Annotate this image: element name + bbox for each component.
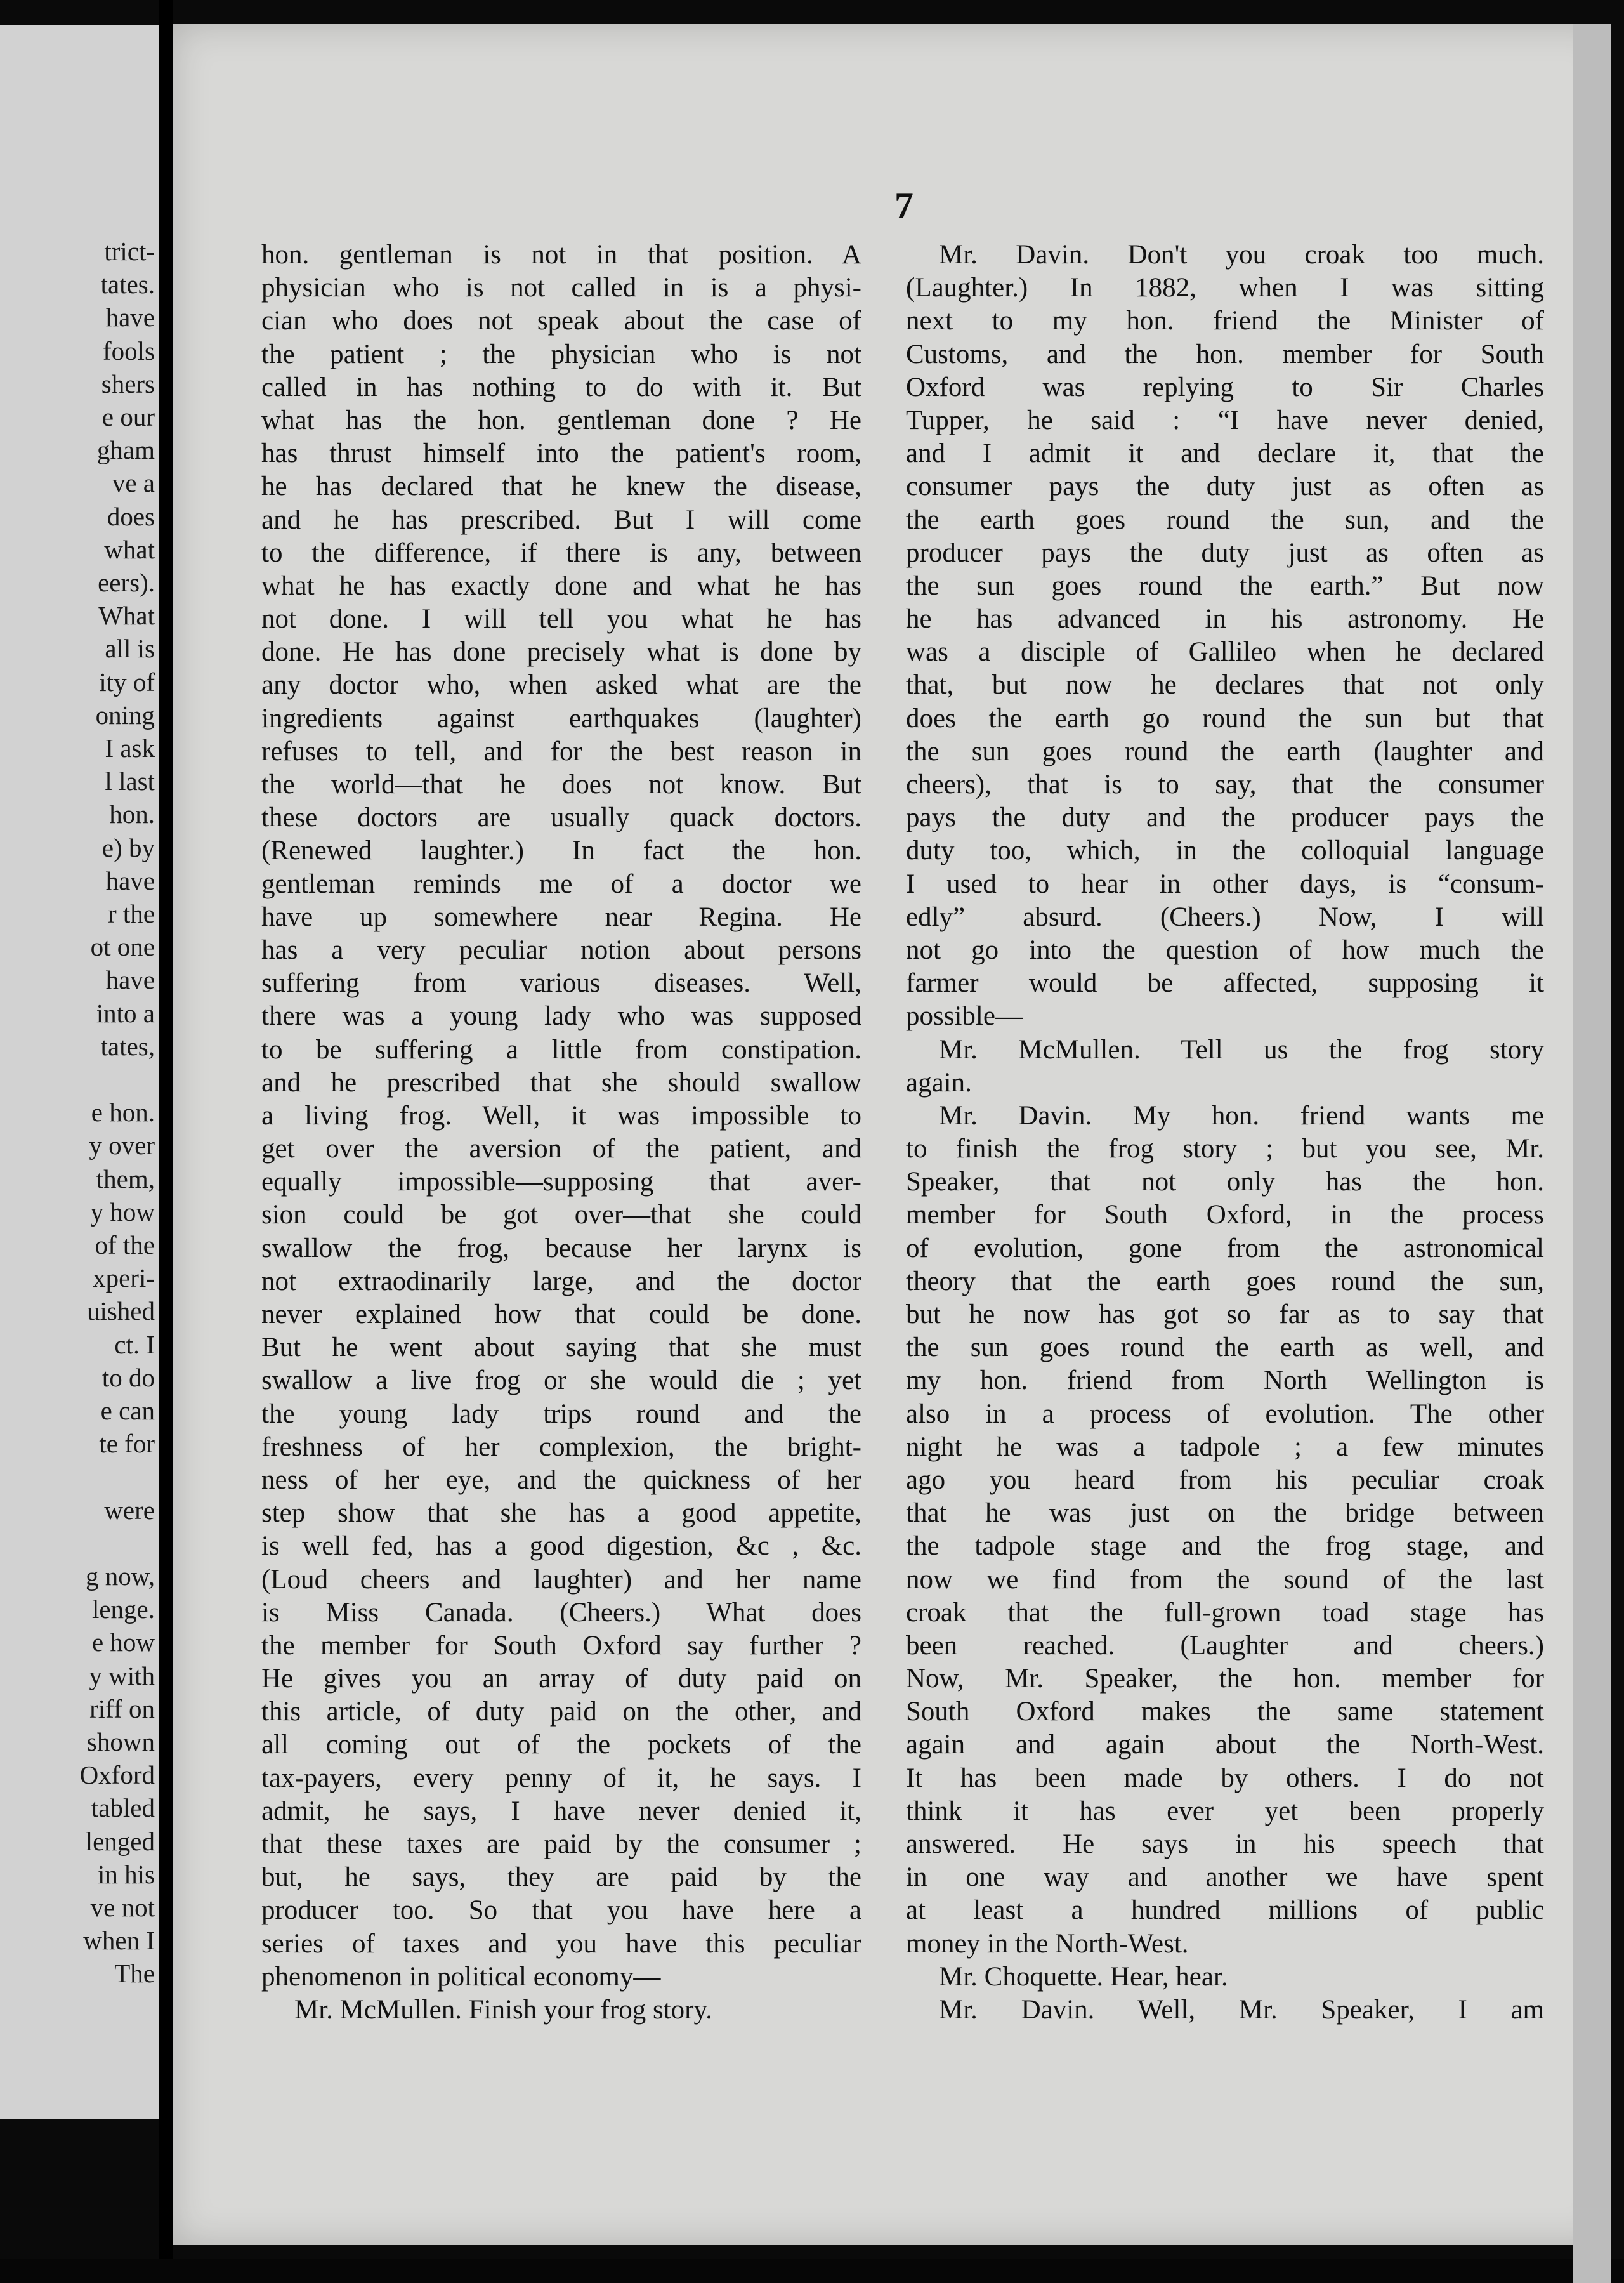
left-page-text-fragment: What <box>98 601 155 631</box>
text-line: freshness of her complexion, the bright- <box>261 1431 861 1462</box>
left-page-text-fragment: ct. I <box>114 1329 155 1359</box>
text-line: in one way and another we have spent <box>906 1862 1544 1893</box>
text-line: answered. He says in his speech that <box>906 1829 1544 1859</box>
text-line: Now, Mr. Speaker, the hon. member for <box>906 1664 1544 1694</box>
text-line: not go into the question of how much the <box>906 935 1544 965</box>
text-line: equally impossible—supposing that aver- <box>261 1167 861 1197</box>
text-line: what has the hon. gentleman done ? He <box>261 405 861 435</box>
left-page-text-fragment: to do <box>102 1362 155 1392</box>
text-line: the young lady trips round and the <box>261 1398 861 1429</box>
left-page-text-fragment: tates, <box>100 1031 155 1061</box>
text-line: has thrust himself into the patient's room, <box>261 438 861 469</box>
text-line: It has been made by others. I do not <box>906 1763 1544 1793</box>
left-page-text-fragment: tates. <box>100 270 155 299</box>
text-line: get over the aversion of the patient, and <box>261 1134 861 1164</box>
left-page-text-fragment: fools <box>103 336 155 365</box>
text-line: these doctors are usually quack doctors. <box>261 803 861 833</box>
left-page-text-fragment: uished <box>86 1296 155 1326</box>
left-page-text-fragment: gham <box>96 435 155 465</box>
text-line: sion could be got over—that she could <box>261 1200 861 1230</box>
text-line: physician who is not called in is a physi- <box>261 273 861 303</box>
text-line: now we find from the sound of the last <box>906 1564 1544 1595</box>
text-line: possible— <box>906 1001 1023 1032</box>
text-line: He gives you an array of duty paid on <box>261 1664 861 1694</box>
left-page-text-fragment: ity of <box>99 667 155 697</box>
page-number: 7 <box>894 185 914 227</box>
text-line: all coming out of the pockets of the <box>261 1730 861 1760</box>
text-line: and he prescribed that she should swallow <box>261 1067 861 1098</box>
page-edge-strip <box>1573 24 1611 2283</box>
left-page-text-fragment: l last <box>105 766 155 796</box>
text-line: and I admit it and declare it, that the <box>906 438 1544 469</box>
text-column-right <box>906 239 1544 2027</box>
left-page-text-fragment: e) by <box>102 832 155 862</box>
left-page-text-fragment: have <box>105 303 155 332</box>
left-page-text-fragment: I ask <box>105 734 155 763</box>
left-page-text-fragment: e hon. <box>91 1098 155 1128</box>
text-line: But he went about saying that she must <box>261 1332 861 1363</box>
left-page-text-fragment: them, <box>96 1164 155 1194</box>
text-line: Mr. Davin. Don't you croak too much. <box>939 240 1544 270</box>
left-page-text-fragment: of the <box>95 1230 155 1260</box>
text-line: was a disciple of Gallileo when he declared <box>906 637 1544 668</box>
text-line: producer too. So that you have here a <box>261 1895 861 1926</box>
text-line: admit, he says, I have never denied it, <box>261 1796 861 1826</box>
text-line: not extraodinarily large, and the doctor <box>261 1266 861 1296</box>
left-page-text-fragment: r the <box>108 899 155 928</box>
text-line: series of taxes and you have this peculiar <box>261 1928 861 1959</box>
left-page-text-fragment: e our <box>102 402 155 431</box>
text-line: (Renewed laughter.) In fact the hon. <box>261 836 861 866</box>
left-page-text-fragment: in his <box>98 1859 155 1889</box>
text-line: ingredients against earthquakes (laughter) <box>261 703 861 734</box>
text-line: producer pays the duty just as often as <box>906 537 1544 568</box>
left-page-text-fragment: eers). <box>98 568 155 597</box>
text-line: to the difference, if there is any, between <box>261 537 861 568</box>
text-line: gentleman reminds me of a doctor we <box>261 869 861 899</box>
left-page-text-fragment: lenge. <box>91 1595 155 1624</box>
text-line: I used to hear in other days, is “consum- <box>906 869 1544 899</box>
text-line: Oxford was replying to Sir Charles <box>906 372 1544 402</box>
text-line: Speaker, that not only has the hon. <box>906 1167 1544 1197</box>
left-page-text-fragment: y over <box>89 1131 155 1161</box>
text-line: any doctor who, when asked what are the <box>261 670 861 701</box>
text-line: is well fed, has a good digestion, &c , &c. <box>261 1531 861 1562</box>
left-page-text-fragment: Oxford <box>79 1760 155 1790</box>
text-line: South Oxford makes the same statement <box>906 1697 1544 1727</box>
text-line: that these taxes are paid by the consumer ; <box>261 1829 861 1859</box>
text-line: is Miss Canada. (Cheers.) What does <box>261 1597 861 1628</box>
text-line: the sun goes round the earth as well, and <box>906 1332 1544 1363</box>
text-line: step show that she has a good appetite, <box>261 1498 861 1529</box>
text-line: Mr. Davin. Well, Mr. Speaker, I am <box>939 1994 1544 2025</box>
text-line: have up somewhere near Regina. He <box>261 902 861 932</box>
text-line: that, but now he declares that not only <box>906 670 1544 701</box>
left-page-text-fragment: tabled <box>91 1793 155 1823</box>
text-line: done. He has done precisely what is done by <box>261 637 861 668</box>
text-line: suffering from various diseases. Well, <box>261 968 861 999</box>
left-page-text-fragment: ve not <box>90 1893 155 1922</box>
left-page-text-fragment: all is <box>105 634 155 664</box>
text-line: duty too, which, in the colloquial language <box>906 836 1544 866</box>
text-line: Mr. McMullen. Finish your frog story. <box>294 1994 712 2025</box>
text-line: swallow a live frog or she would die ; yet <box>261 1365 861 1396</box>
left-page-text-fragment: have <box>105 865 155 895</box>
text-line: not done. I will tell you what he has <box>261 604 861 635</box>
text-line: also in a process of evolution. The other <box>906 1398 1544 1429</box>
left-page-text-fragment: into a <box>96 998 155 1028</box>
left-page-text-fragment: The <box>114 1959 155 1989</box>
text-line: ago you heard from his peculiar croak <box>906 1464 1544 1495</box>
left-page-text-fragment: y with <box>89 1661 155 1690</box>
left-page-text-fragment: xperi- <box>93 1263 155 1293</box>
text-line: farmer would be affected, supposing it <box>906 968 1544 999</box>
left-page-text-fragment: e can <box>100 1396 155 1425</box>
text-line: he has declared that he knew the disease, <box>261 471 861 502</box>
left-page-text-fragment: y how <box>90 1197 155 1227</box>
text-line: but he now has got so far as to say that <box>906 1299 1544 1329</box>
text-line: the sun goes round the earth.” But now <box>906 570 1544 601</box>
text-line: of evolution, gone from the astronomical <box>906 1233 1544 1263</box>
left-page-text-fragment: e how <box>91 1628 155 1657</box>
text-line: again. <box>906 1067 972 1098</box>
text-line: (Laughter.) In 1882, when I was sitting <box>906 273 1544 303</box>
text-line: Mr. Davin. My hon. friend wants me <box>939 1100 1544 1131</box>
left-page-text-fragment: ot one <box>90 932 155 962</box>
left-page-text-fragment: does <box>107 501 155 531</box>
left-page-text-fragment: shown <box>86 1727 155 1756</box>
text-line: edly” absurd. (Cheers.) Now, I will <box>906 902 1544 932</box>
text-line: croak that the full-grown toad stage has <box>906 1597 1544 1628</box>
left-page-text-fragment: when I <box>83 1926 155 1956</box>
text-line: but, he says, they are paid by the <box>261 1862 861 1893</box>
text-line: to finish the frog story ; but you see, Mr. <box>906 1134 1544 1164</box>
text-line: theory that the earth goes round the sun, <box>906 1266 1544 1296</box>
text-line: night he was a tadpole ; a few minutes <box>906 1431 1544 1462</box>
book-gutter <box>159 0 173 2259</box>
text-line: there was a young lady who was supposed <box>261 1001 861 1032</box>
text-line: again and again about the North-West. <box>906 1730 1544 1760</box>
text-line: my hon. friend from North Wellington is <box>906 1365 1544 1396</box>
left-page-text-fragment: g now, <box>86 1562 155 1591</box>
text-line: consumer pays the duty just as often as <box>906 471 1544 502</box>
left-page-edge <box>0 25 159 2119</box>
text-line: money in the North-West. <box>906 1928 1189 1959</box>
left-page-text-fragment: have <box>105 965 155 995</box>
text-line: called in has nothing to do with it. But <box>261 372 861 402</box>
text-line: what he has exactly done and what he has <box>261 570 861 601</box>
left-page-text-fragment: oning <box>95 700 155 730</box>
text-line: the tadpole stage and the frog stage, and <box>906 1531 1544 1562</box>
text-line: refuses to tell, and for the best reason in <box>261 736 861 766</box>
text-line: Mr. McMullen. Tell us the frog story <box>939 1034 1544 1065</box>
text-line: this article, of duty paid on the other, and <box>261 1697 861 1727</box>
text-line: (Loud cheers and laughter) and her name <box>261 1564 861 1595</box>
text-line: a living frog. Well, it was impossible to <box>261 1100 861 1131</box>
text-line: ness of her eye, and the quickness of her <box>261 1464 861 1495</box>
left-page-text-fragment: lenged <box>85 1826 155 1856</box>
text-line: never explained how that could be done. <box>261 1299 861 1329</box>
left-page-text-fragment: shers <box>101 369 155 398</box>
text-line: to be suffering a little from constipation. <box>261 1034 861 1065</box>
text-line: hon. gentleman is not in that position. A <box>261 240 861 270</box>
text-line: the earth goes round the sun, and the <box>906 504 1544 535</box>
text-column-left <box>261 239 861 2027</box>
text-line: he has advanced in his astronomy. He <box>906 604 1544 635</box>
text-line: next to my hon. friend the Minister of <box>906 306 1544 336</box>
left-page-text-fragment: what <box>104 534 155 564</box>
left-page-text-fragment: ve a <box>112 468 155 498</box>
left-page-text-fragment: riff on <box>89 1694 155 1723</box>
text-line: Mr. Choquette. Hear, hear. <box>939 1961 1228 1992</box>
text-line: the sun goes round the earth (laughter and <box>906 736 1544 766</box>
text-line: cian who does not speak about the case of <box>261 306 861 336</box>
text-line: tax-payers, every penny of it, he says. I <box>261 1763 861 1793</box>
left-page-text-fragment: trict- <box>104 237 155 266</box>
text-line: pays the duty and the producer pays the <box>906 803 1544 833</box>
text-line: been reached. (Laughter and cheers.) <box>906 1630 1544 1661</box>
text-line: member for South Oxford, in the process <box>906 1200 1544 1230</box>
text-line: does the earth go round the sun but that <box>906 703 1544 734</box>
text-line: the world—that he does not know. But <box>261 770 861 799</box>
left-page-text-fragment: te for <box>99 1429 155 1459</box>
text-line: that he was just on the bridge between <box>906 1498 1544 1529</box>
text-line: phenomenon in political economy— <box>261 1961 661 1992</box>
text-line: cheers), that is to say, that the consumer <box>906 770 1544 799</box>
text-line: swallow the frog, because her larynx is <box>261 1233 861 1263</box>
left-page-text-fragment: hon. <box>109 799 155 829</box>
text-line: at least a hundred millions of public <box>906 1895 1544 1926</box>
text-line: has a very peculiar notion about persons <box>261 935 861 965</box>
text-line: and he has prescribed. But I will come <box>261 504 861 535</box>
text-line: Tupper, he said : “I have never denied, <box>906 405 1544 435</box>
text-line: the member for South Oxford say further ? <box>261 1630 861 1661</box>
text-line: think it has ever yet been properly <box>906 1796 1544 1826</box>
text-line: Customs, and the hon. member for South <box>906 339 1544 369</box>
left-page-text-fragment: were <box>104 1495 155 1525</box>
text-line: the patient ; the physician who is not <box>261 339 861 369</box>
